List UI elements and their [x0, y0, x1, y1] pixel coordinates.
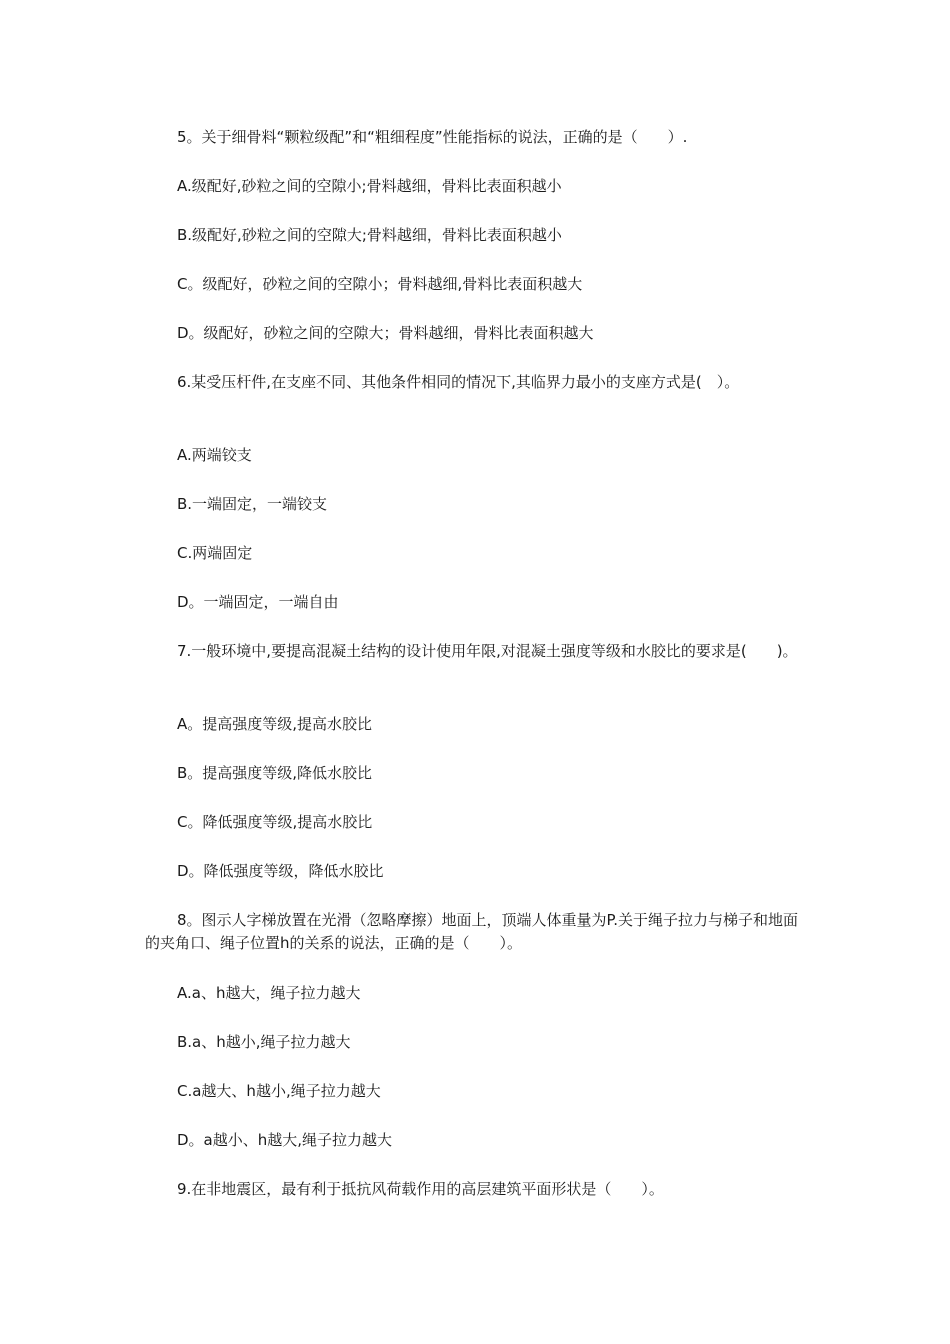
- question-8-stem: 8。图示人字梯放置在光滑（忽略摩擦）地面上，顶端人体重量为P.关于绳子拉力与梯子和地面的夹角口、绳子位置h的关系的说法，正确的是（ ）。: [145, 911, 799, 952]
- question-6-option-a: A.两端铰支: [177, 446, 252, 464]
- question-5-option-a: A.级配好,砂粒之间的空隙小;骨料越细，骨料比表面积越小: [177, 177, 562, 195]
- question-7-option-d: D。降低强度等级，降低水胶比: [177, 862, 384, 880]
- question-6-option-c: C.两端固定: [177, 544, 253, 562]
- question-9-stem: 9.在非地震区，最有利于抵抗风荷载作用的高层建筑平面形状是（ ）。: [177, 1180, 664, 1198]
- question-8-option-d: D。a越小、h越大,绳子拉力越大: [177, 1131, 393, 1149]
- question-5-option-d: D。级配好，砂粒之间的空隙大；骨料越细，骨料比表面积越大: [177, 324, 594, 342]
- question-7-option-c: C。降低强度等级,提高水胶比: [177, 813, 373, 831]
- question-8-option-b: B.a、h越小,绳子拉力越大: [177, 1033, 351, 1051]
- question-5-option-b: B.级配好,砂粒之间的空隙大;骨料越细，骨料比表面积越小: [177, 226, 562, 244]
- question-8-option-c: C.a越大、h越小,绳子拉力越大: [177, 1082, 381, 1100]
- question-6-option-d: D。一端固定，一端自由: [177, 593, 339, 611]
- question-8-option-a: A.a、h越大，绳子拉力越大: [177, 984, 361, 1002]
- question-5-stem: 5。关于细骨料“颗粒级配”和“粗细程度”性能指标的说法，正确的是（ ）.: [177, 128, 688, 146]
- question-7-stem: 7.一般环境中,要提高混凝土结构的设计使用年限,对混凝土强度等级和水胶比的要求是( )。: [177, 642, 798, 660]
- question-5-option-c: C。级配好，砂粒之间的空隙小；骨料越细,骨料比表面积越大: [177, 275, 583, 293]
- question-6-option-b: B.一端固定，一端铰支: [177, 495, 328, 513]
- question-7-option-a: A。提高强度等级,提高水胶比: [177, 715, 373, 733]
- question-6-stem: 6.某受压杆件,在支座不同、其他条件相同的情况下,其临界力最小的支座方式是( ）。: [177, 373, 740, 391]
- question-7-option-b: B。提高强度等级,降低水胶比: [177, 764, 373, 782]
